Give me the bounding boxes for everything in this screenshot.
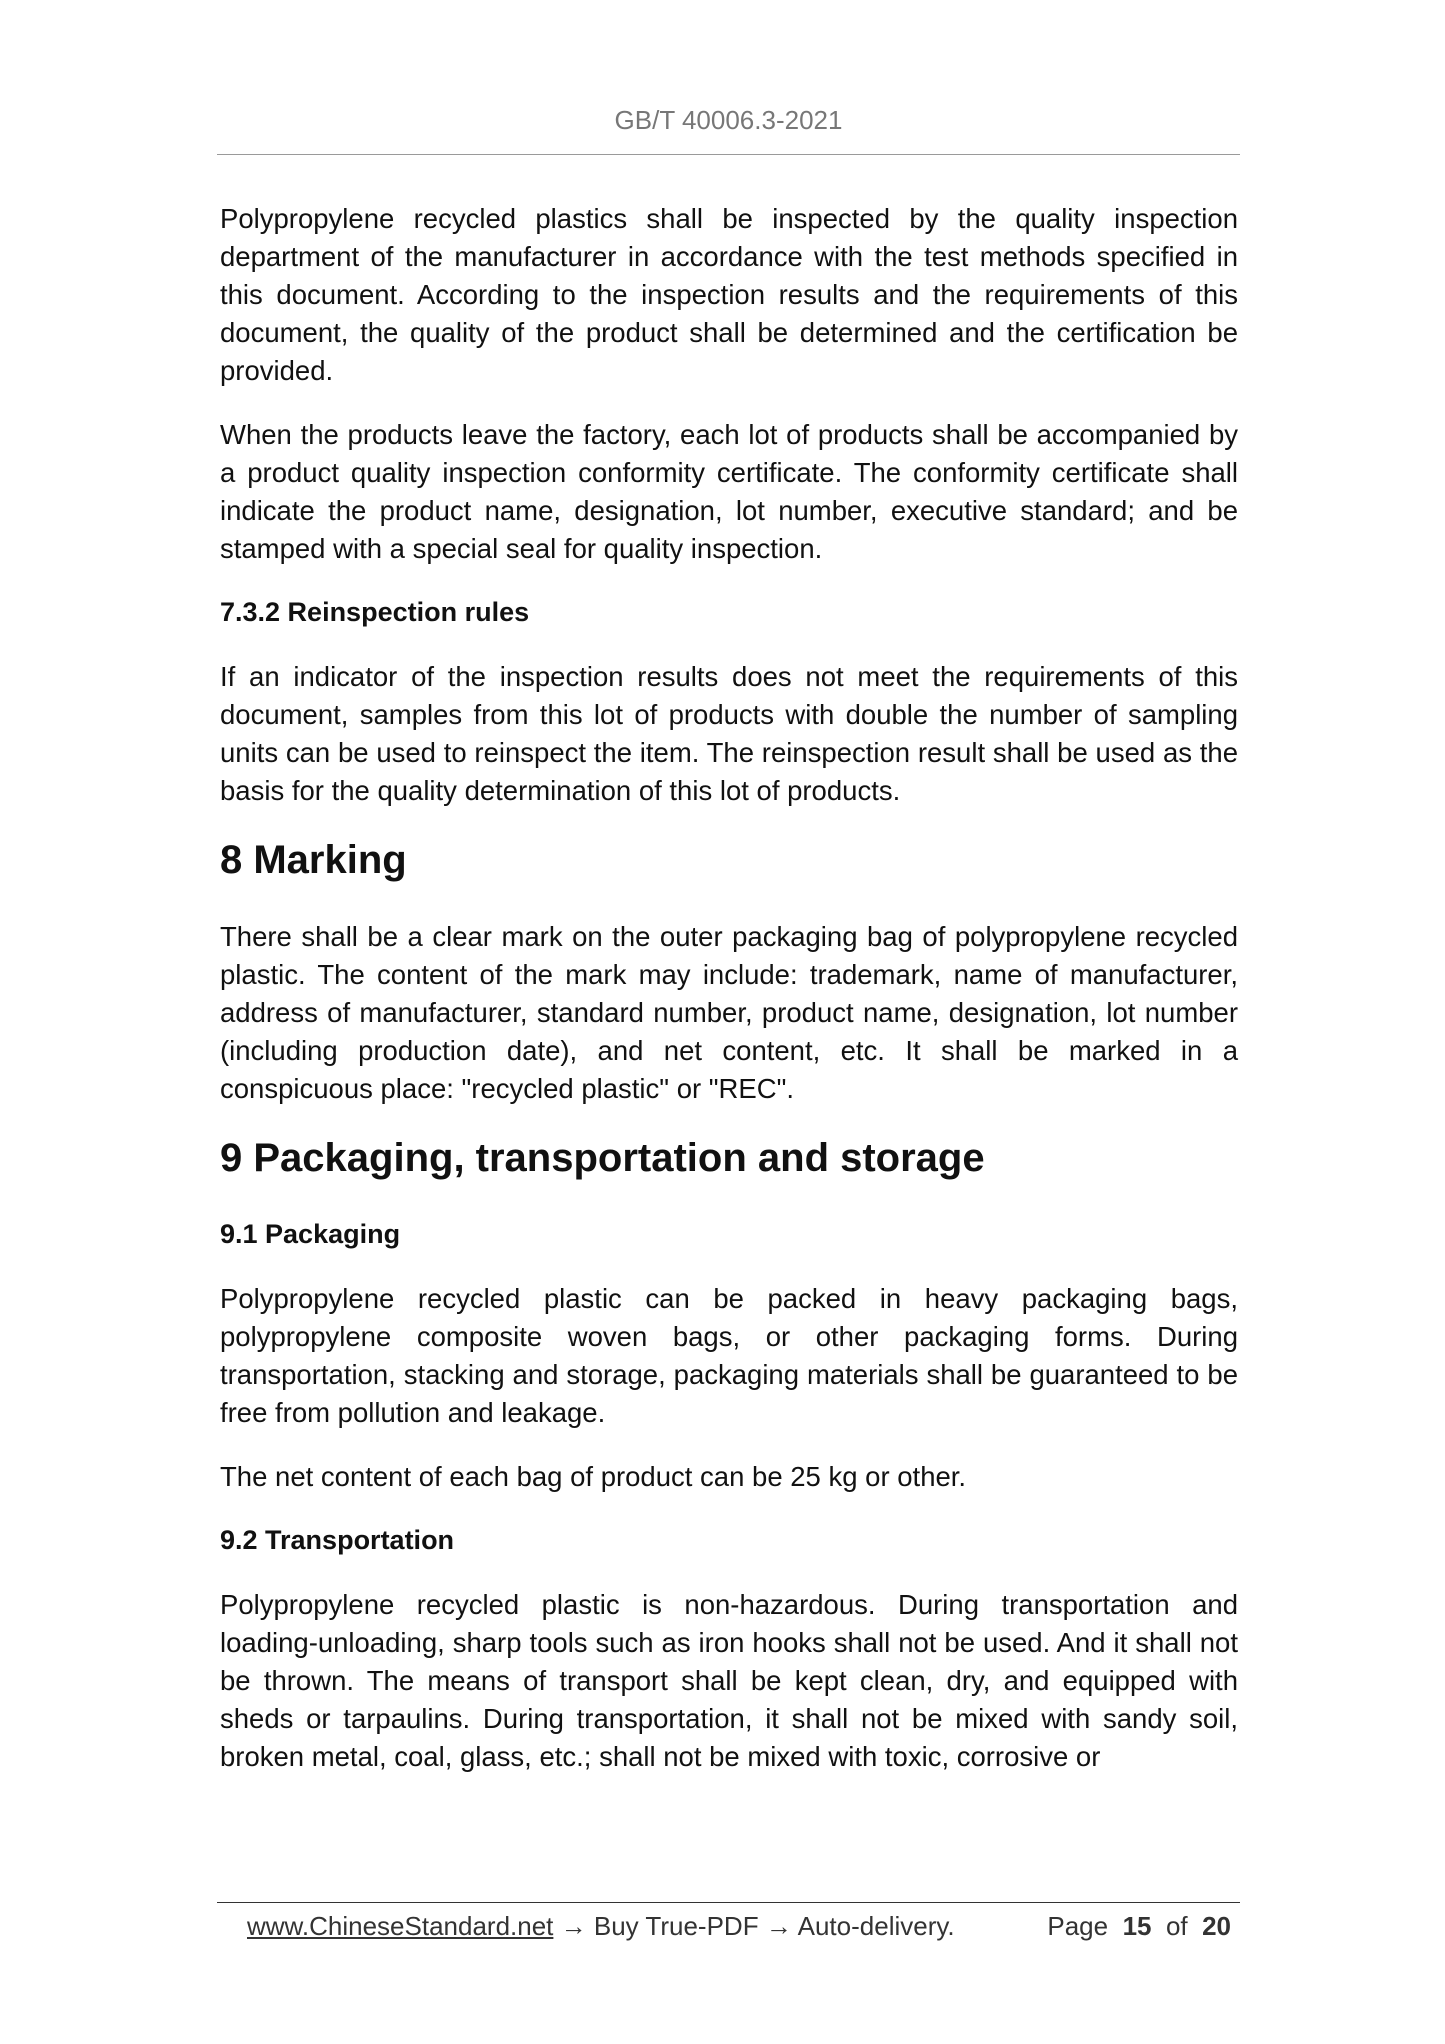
page-label: Page bbox=[1047, 1911, 1109, 1941]
paragraph-reinspection: If an indicator of the inspection results does not meet the requirements of this document, samples from this lot of products with double the number of sampling units can be used to reinspect the item. The reinspection result shall be used as the basis for the quality determination of this lot of products. bbox=[220, 661, 1238, 806]
paragraph-transportation: Polypropylene recycled plastic is non-hazardous. During transportation and loading-unloading, sharp tools such as iron hooks shall not be used. And it shall not be thrown. The means of transport shall be kept clean, dry, and equipped with sheds or tarpaulins. During transportation, it shall not be mixed with sandy soil, broken metal, coal, glass, etc.; shall not be mixed with toxic, corrosive or bbox=[220, 1589, 1238, 1772]
of-label: of bbox=[1165, 1911, 1188, 1941]
heading-9-packaging: 9 Packaging, transportation and storage bbox=[220, 1136, 985, 1180]
website-link[interactable]: www.ChineseStandard.net bbox=[247, 1911, 554, 1941]
arrow-right-icon: → bbox=[560, 1911, 587, 1941]
document-body bbox=[220, 200, 1238, 1802]
paragraph-conformity-certificate: When the products leave the factory, each lot of products shall be accompanied by a product quality inspection conformity certificate. The conformity certificate shall indicate the product name, designation, lot number, executive standard; and be stamped with a special seal for quality inspection. bbox=[220, 419, 1238, 564]
page-header-title: GB/T 40006.3-2021 bbox=[614, 105, 843, 135]
footer-divider bbox=[217, 1902, 1240, 1903]
buy-pdf-text: Buy True-PDF bbox=[593, 1911, 759, 1941]
header-divider bbox=[217, 154, 1240, 155]
heading-8-marking: 8 Marking bbox=[220, 838, 407, 882]
paragraph-packaging: Polypropylene recycled plastic can be packed in heavy packaging bags, polypropylene composite woven bags, or other packaging forms. During transportation, stacking and storage, packaging materials shall be guaranteed to be free from pollution and leakage. bbox=[220, 1283, 1238, 1428]
total-pages: 20 bbox=[1202, 1911, 1231, 1941]
heading-9-1: 9.1 Packaging bbox=[220, 1219, 401, 1249]
heading-7-3-2: 7.3.2 Reinspection rules bbox=[220, 597, 530, 627]
heading-9-2: 9.2 Transportation bbox=[220, 1525, 455, 1555]
page-number bbox=[1047, 1906, 1231, 1946]
auto-delivery-text: Auto-delivery. bbox=[797, 1911, 955, 1941]
paragraph-net-content: The net content of each bag of product can be 25 kg or other. bbox=[220, 1461, 967, 1492]
page-footer bbox=[247, 1906, 1237, 1946]
arrow-right-icon: → bbox=[765, 1911, 792, 1941]
footer-promo bbox=[247, 1906, 955, 1946]
paragraph-inspection: Polypropylene recycled plastics shall be inspected by the quality inspection department of the manufacturer in accordance with the test methods specified in this document. According to the inspection results and the requirements of this document, the quality of the product shall be determined and the certification be provided. bbox=[220, 203, 1238, 386]
paragraph-marking: There shall be a clear mark on the outer packaging bag of polypropylene recycled plastic. The content of the mark may include: trademark, name of manufacturer, address of manufacturer, standard number, product name, designation, lot number (including production date), and net content, etc. It shall be marked in a conspicuous place: "recycled plastic" or "REC". bbox=[220, 921, 1238, 1104]
current-page: 15 bbox=[1122, 1911, 1152, 1941]
